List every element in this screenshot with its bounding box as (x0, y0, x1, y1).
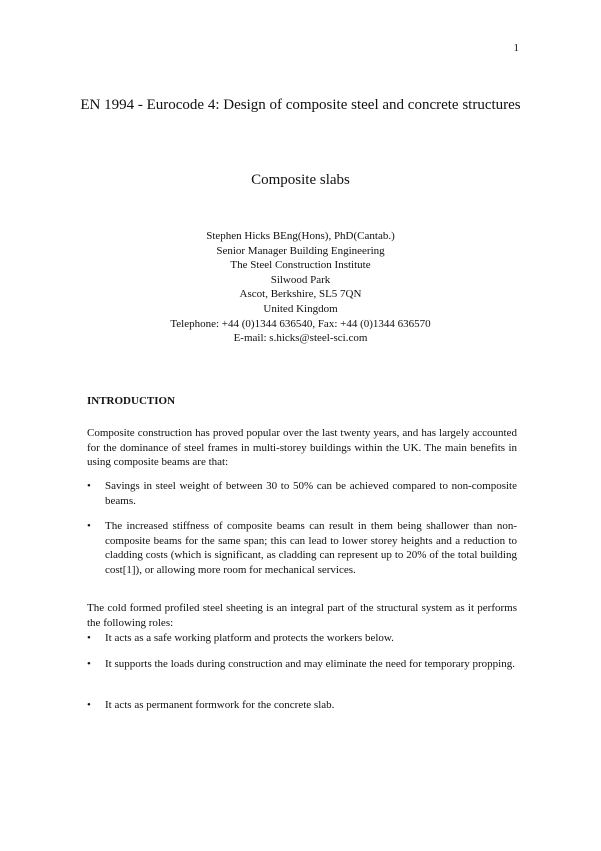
author-email: E-mail: s.hicks@steel-sci.com (233, 332, 368, 345)
introduction-paragraph-2: The cold formed profiled steel sheeting is an integral part of the structural system as it performs the following roles: (87, 602, 517, 629)
bullet-list-item (87, 657, 517, 672)
author-name: Stephen Hicks BEng(Hons), PhD(Cantab.) (206, 230, 395, 242)
bullet-list-item (87, 519, 517, 577)
bullet-list-item (87, 631, 517, 646)
page-number: 1 (513, 42, 519, 54)
author-country: United Kingdom (263, 302, 338, 315)
bullet-icon: • (87, 658, 91, 670)
bullet-icon: • (87, 520, 91, 532)
introduction-paragraph-1: Composite construction has proved popular over the last twenty years, and has largely accounted for the dominance of steel frames in multi-storey buildings within the UK. The main benefits in using composite beams are that: (87, 427, 517, 468)
section-heading-introduction: INTRODUCTION (87, 395, 176, 407)
author-address-line-2: Ascot, Berkshire, SL5 7QN (239, 288, 362, 301)
author-organization: The Steel Construction Institute (230, 259, 371, 272)
author-position: Senior Manager Building Engineering (216, 244, 385, 257)
bullet-text: It supports the loads during construction and may eliminate the need for temporary propping. (105, 658, 515, 670)
bullet-text: The increased stiffness of composite beams can result in them being shallower than non-composite beams for the same span; this can lead to lower storey heights and a reduction to cladding costs (which is significant, as cladding can represent up to 20% of the total building cost[1]), or allowing more room for mechanical services. (105, 520, 517, 576)
document-title: EN 1994 - Eurocode 4: Design of composite steel and concrete structures (80, 97, 521, 113)
bullet-list-item (87, 479, 517, 508)
document-subtitle: Composite slabs (251, 172, 350, 188)
bullet-list-item (87, 698, 517, 713)
bullet-text: It acts as permanent formwork for the concrete slab. (105, 699, 335, 711)
bullet-icon: • (87, 632, 91, 644)
bullet-text: Savings in steel weight of between 30 to 50% can be achieved compared to non-composite beams. (105, 480, 517, 507)
bullet-icon: • (87, 480, 91, 492)
bullet-icon: • (87, 699, 91, 711)
author-address-line-1: Silwood Park (270, 273, 331, 286)
bullet-text: It acts as a safe working platform and protects the workers below. (105, 632, 394, 644)
author-contact-block (0, 229, 601, 346)
author-phone-fax: Telephone: +44 (0)1344 636540, Fax: +44 (0)1344 636570 (170, 317, 431, 330)
